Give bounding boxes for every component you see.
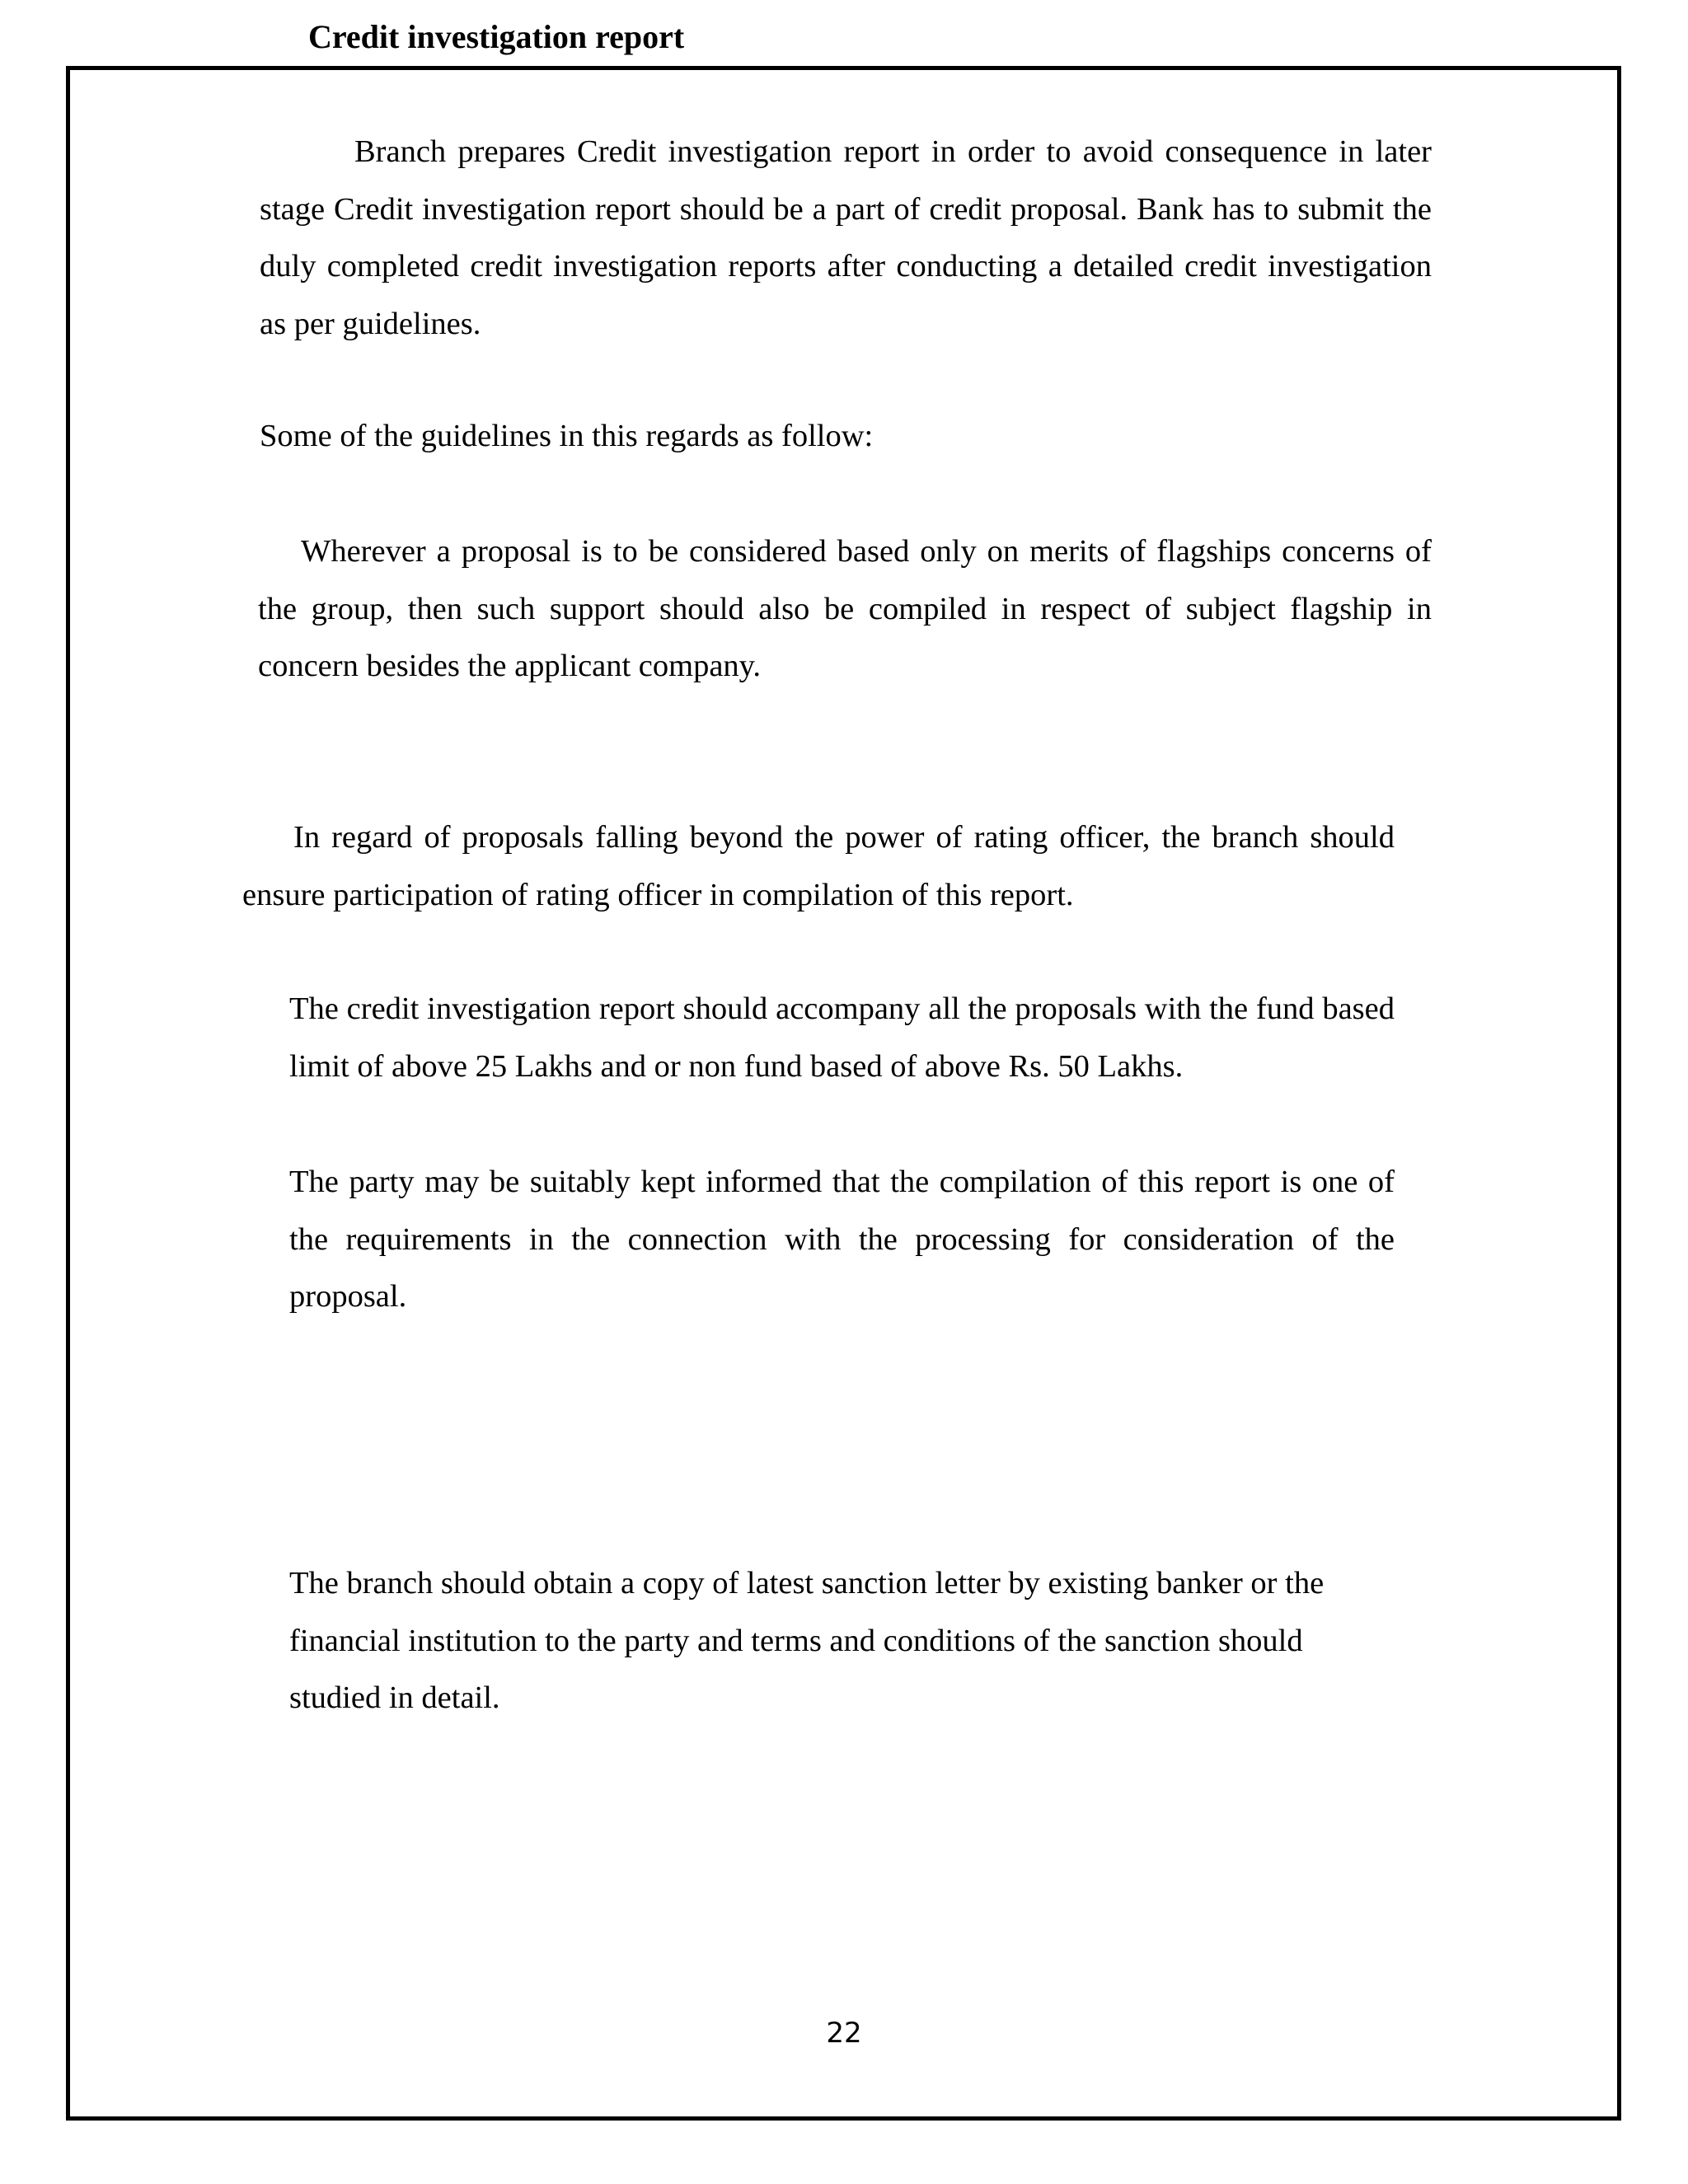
guideline-sanction-letter: The branch should obtain a copy of latest sanction letter by existing banker or the financial institution to the party and terms and conditions of the sanction should studied in detail.: [289, 1566, 1325, 1715]
page-number: 22: [826, 2017, 862, 2050]
intro-paragraph: Branch prepares Credit investigation report in order to avoid consequence in later stage Credit investigation report should be a part of credit proposal. Bank has to submit the duly completed credit investigation reports after conducting a detailed credit investigation as per guidelines.: [260, 134, 1432, 341]
page-title: Credit investigation report: [308, 18, 685, 55]
guideline-flagship-concerns: Wherever a proposal is to be considered based only on merits of flagships concerns of the group, then such support should also be compiled in respect of subject flagship in concern besides the applicant company.: [258, 534, 1432, 683]
guideline-rating-officer: In regard of proposals falling beyond the power of rating officer, the branch should ensure participation of rating officer in compilation of this report.: [242, 820, 1395, 912]
guideline-limit-threshold: The credit investigation report should accompany all the proposals with the fund based limit of above 25 Lakhs and or non fund based of above Rs. 50 Lakhs.: [289, 991, 1395, 1084]
guideline-party-informed: The party may be suitably kept informed that the compilation of this report is one of the requirements in the connection with the processing for consideration of the proposal.: [289, 1165, 1395, 1314]
guidelines-intro: Some of the guidelines in this regards as follow:: [260, 419, 874, 453]
